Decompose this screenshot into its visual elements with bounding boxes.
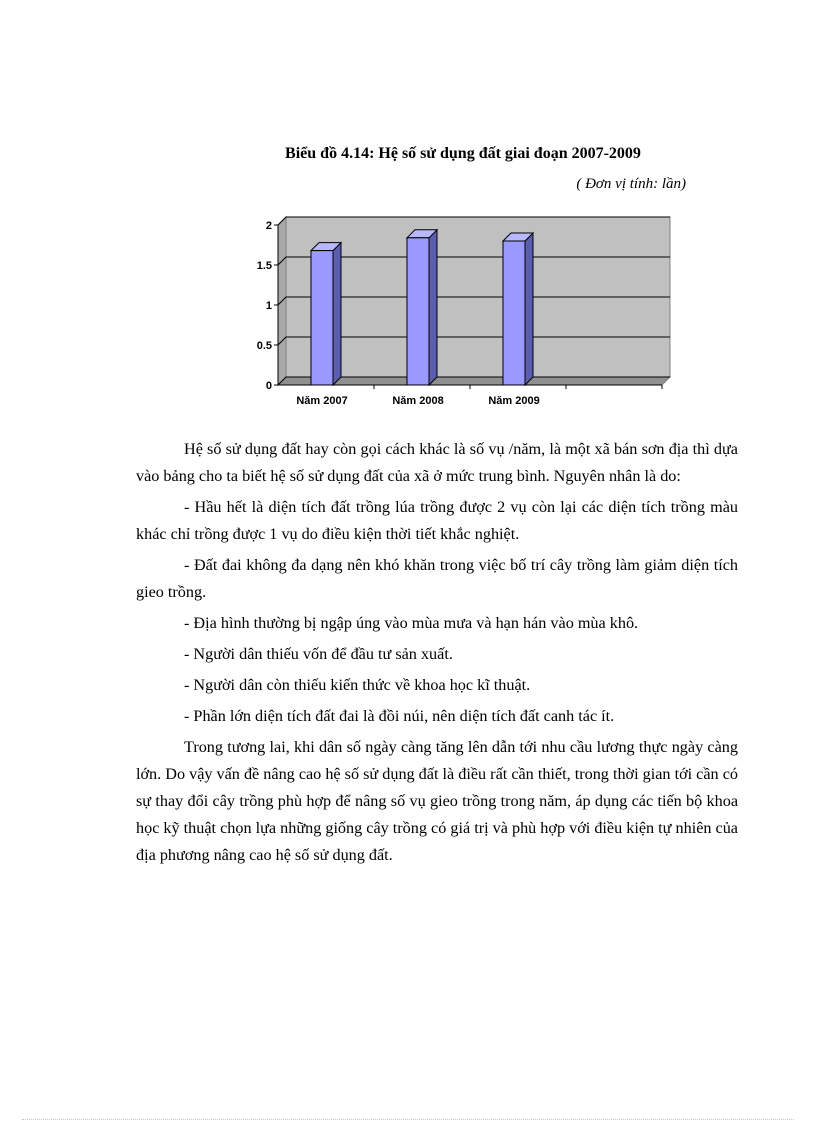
bar — [503, 241, 525, 385]
bar — [407, 238, 429, 385]
bar-side — [525, 233, 533, 385]
bullet-capital: - Người dân thiếu vốn để đầu tư sản xuất. — [184, 645, 453, 663]
paragraph-future: Trong tương lai, khi dân số ngày càng tăng lên dẫn tới nhu cầu lương thực ngày càng lớn. Do vậy vấn đề nâng cao hệ số sử dụng đất là điều rất cần thiết, trong thời gian tới cần có sự thay đổi cây trồng phù hợp để nâng số vụ gieo trồng trong năm, áp dụng các tiến bộ khoa học kỹ thuật chọn lựa những giống cây trồng có giá trị và phù hợp với điều kiện tự nhiên của địa phương nâng cao hệ số sử dụng đất. — [136, 738, 738, 864]
bullet-flooding: - Địa hình thường bị ngập úng vào mùa mưa và hạn hán vào mùa khô. — [184, 614, 639, 632]
y-tick-label: 1 — [265, 300, 272, 312]
bar-side — [429, 230, 437, 385]
chart-title: Biểu đồ 4.14: Hệ số sử dụng đất giai đoạn 2007-2009 — [285, 145, 641, 162]
x-tick-label: Năm 2009 — [488, 395, 540, 407]
paragraph-intro: Hệ số sử dụng đất hay còn gọi cách khác là số vụ /năm, là một xã bán sơn địa thì dựa vào bảng cho ta biết hệ số sử dụng đất của xã ở mức trung bình. Nguyên nhân là do: — [136, 440, 738, 485]
bullet-land-diversity: - Đất đai không đa dạng nên khó khăn trong việc bố trí cây trồng làm giảm diện tích gieo trồng. — [136, 556, 738, 601]
bullet-hills: - Phần lớn diện tích đất đai là đồi núi, nên diện tích đất canh tác ít. — [184, 707, 615, 725]
page-bottom-border — [22, 1119, 794, 1120]
y-tick-label: 0 — [265, 380, 272, 392]
chart-unit-note: ( Đơn vị tính: lần) — [576, 176, 686, 192]
bullet-rice-area: - Hầu hết là diện tích đất trồng lúa trồng được 2 vụ còn lại các diện tích trồng màu khác chỉ trồng được 1 vụ do điều kiện thời tiết khắc nghiệt. — [136, 498, 738, 543]
y-tick-label: 0.5 — [256, 340, 272, 352]
bullet-knowledge: - Người dân còn thiếu kiến thức về khoa học kĩ thuật. — [184, 676, 531, 694]
x-tick-label: Năm 2007 — [296, 395, 348, 407]
bar-chart — [250, 212, 690, 412]
y-tick-label: 1.5 — [256, 260, 272, 272]
bar — [311, 251, 333, 385]
bar-side — [333, 243, 341, 385]
x-tick-label: Năm 2008 — [392, 395, 444, 407]
y-tick-label: 2 — [265, 220, 272, 232]
body-text — [136, 436, 738, 869]
